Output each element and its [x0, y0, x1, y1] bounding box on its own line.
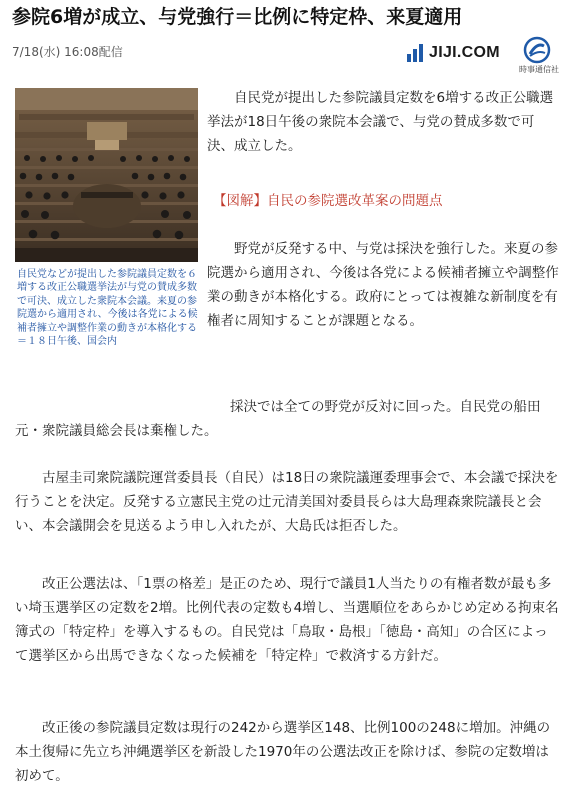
jiji-mark-icon [405, 42, 427, 64]
paragraph-3: 採決では全ての野党が反対に回った。自民党の船田元・衆院議員総会長は棄権した。 [15, 399, 541, 439]
related-graphic-link[interactable]: 【図解】自民の参院選改革案の問題点 [213, 193, 443, 209]
brand-name: JIJI.COM [429, 44, 500, 61]
paragraph-2: 野党が反発する中、与党は採決を強行した。来夏の参院選から適用され、今後は各党による候補者擁立や調整作業の動きが本格化する。政府にとっては複雑な新制度を有権者に周知することが課題となる。 [207, 241, 559, 329]
diet-chamber-photo [15, 88, 198, 262]
article-photo[interactable] [15, 88, 198, 262]
paragraph-5: 改正公選法は、「1票の格差」是正のため、現行で議員1人当たりの有権者数が最も多い埼玉選挙区の定数を2増。比例代表の定数も4増し、当選順位をあらかじめ定める拘束名簿式の「特定枠」を導入するもの。自民党は「鳥取・島根」「徳島・高知」の合区によって選挙区から出馬できなくなった候補を「特定枠」で救済する方針だ。 [15, 576, 559, 664]
paragraph-4: 古屋圭司衆院議院運営委員長（自民）は18日の衆院議運委理事会で、本会議で採決を行うことを決定。反発する立憲民主党の辻元清美国対委員長らは大島理森衆院議長と会い、本会議開会を見送るよう申し入れたが、大島氏は拒否した。 [15, 470, 559, 534]
photo-caption: 自民党などが提出した参院議員定数を６増する改正公職選挙法が与党の賛成多数で可決、成立した衆院本会議。来夏の参院選から適用され、今後は各党による候補者擁立や調整作業の動きが本格化する＝１８日午後、国会内 [17, 269, 198, 348]
publisher-logo[interactable] [405, 40, 565, 74]
paragraph-1: 自民党が提出した参院議員定数を6増する改正公職選挙法が18日午後の衆院本会議で、与党の賛成多数で可決、成立した。 [207, 90, 554, 154]
brand-subtitle: 時事通信社 [519, 65, 559, 74]
paragraph-6: 改正後の参院議員定数は現行の242から選挙区148、比例100の248に増加。沖縄の本土復帰に先立ち沖縄選挙区を新設した1970年の公選法改正を除けば、参院の定数増は初めて。 [15, 720, 551, 784]
article-dateline: 7/18(水) 16:08配信 [12, 45, 123, 59]
jiji-seal-icon [523, 36, 551, 64]
article-headline: 参院6増が成立、与党強行＝比例に特定枠、来夏適用 [12, 6, 463, 28]
